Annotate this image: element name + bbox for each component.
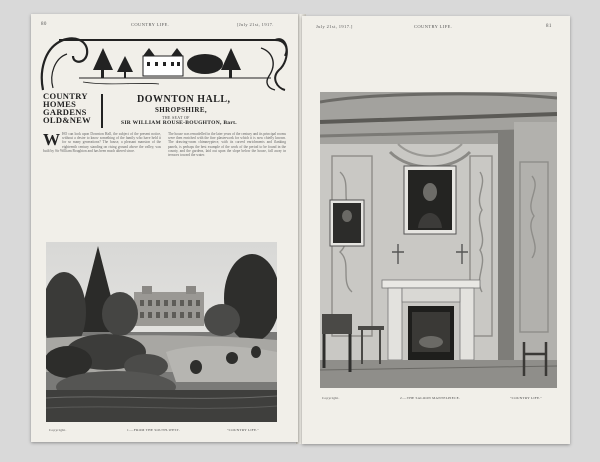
series-title-line: HOMES <box>43 99 77 109</box>
series-heading-ornament <box>39 30 290 94</box>
right-running-header: COUNTRY LIFE. <box>414 24 453 29</box>
series-title <box>43 92 101 124</box>
drop-cap: W <box>43 132 60 149</box>
column-1 <box>43 132 161 254</box>
column-2: The house was remodelled in the later years of the century and its principal rooms were then enriched with the fine plasterwork for which it is now chiefly known. The drawing-room chimneypiece, with its carved enrichments and flanking panels, is perhaps the best example of the work of the period to be found in the county, and the gardens, laid out upon the slope below the house, fall away in terraces toward the water. <box>168 132 286 158</box>
photo-2-caption: 2.—THE SALOON MANTELPIECE. <box>400 396 461 400</box>
photo-south-west-view <box>46 242 277 422</box>
right-page-number: 81 <box>546 24 552 29</box>
photo-2-credit: "COUNTRY LIFE." <box>510 396 543 400</box>
right-date: July 21st, 1917.] <box>316 24 353 29</box>
column-1-text: HO can look upon Downton Hall, the subject of the present notice, without a desire to know something of the family who have held it for so many generations? The house, a pleasant mansion of the eighteenth century standing on rising ground above the valley, was built by Sir William Boughton and has been much altered since. <box>43 132 161 153</box>
article-owner: SIR WILLIAM ROUSE-BOUGHTON, Bart. <box>121 120 237 126</box>
right-page <box>302 16 570 444</box>
article-title: DOWNTON HALL, <box>137 94 231 105</box>
photo-2-copyright: Copyright. <box>322 396 340 400</box>
photo-saloon-mantelpiece <box>320 92 557 388</box>
series-title-line: COUNTRY <box>43 91 88 101</box>
left-running-header: COUNTRY LIFE. <box>131 22 170 27</box>
series-title-line: GARDENS <box>43 107 87 117</box>
left-date: [July 21st, 1917. <box>237 22 274 27</box>
series-title-rule <box>101 94 103 128</box>
photo-1-caption: 1.—FROM THE SOUTH-WEST. <box>127 428 180 432</box>
left-page <box>31 14 298 442</box>
article-seat-of: THE SEAT OF <box>162 115 190 120</box>
photo-1-copyright: Copyright. <box>49 428 67 432</box>
photo-1-credit: "COUNTRY LIFE." <box>227 428 260 432</box>
left-page-number: 80 <box>41 22 47 27</box>
ornamental-frame-illustration <box>39 30 290 94</box>
saloon-interior-image <box>320 92 557 388</box>
article-county: SHROPSHIRE, <box>155 106 208 114</box>
series-title-line: OLD&NEW <box>43 115 91 125</box>
garden-landscape-image <box>46 242 277 422</box>
